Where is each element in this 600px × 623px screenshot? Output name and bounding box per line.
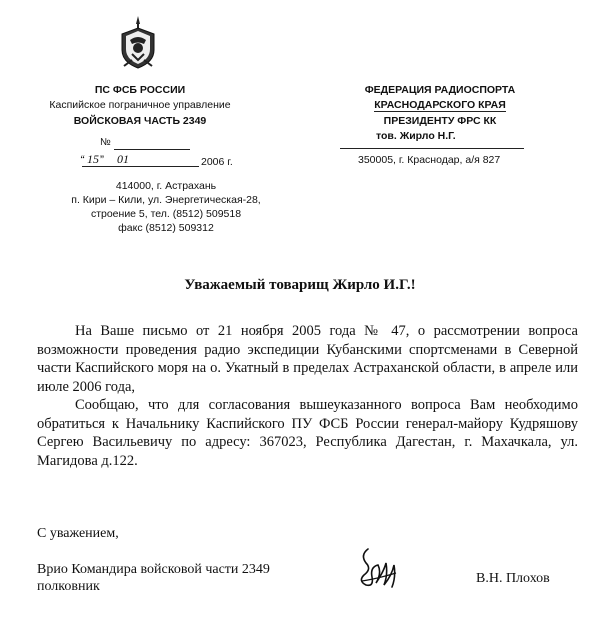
signatory-name: В.Н. Плохов [476, 571, 550, 586]
closing-regards: С уважением, [37, 526, 119, 541]
date-month: 01 [117, 152, 129, 166]
signatory-rank: полковник [37, 579, 100, 594]
sender-department: Каспийское пограничное управление [49, 99, 231, 111]
recipient-org: ФЕДЕРАЦИЯ РАДИОСПОРТА [364, 84, 516, 96]
sender-address-line: строение 5, тел. (8512) 509518 [90, 208, 242, 220]
date-underline [82, 166, 199, 167]
signature-icon [352, 545, 402, 593]
letter-date: “ 15 ” 01 2006 г. [80, 152, 233, 168]
signatory-position: Врио Командира войсковой части 2349 [37, 562, 270, 577]
date-year: 2006 г. [201, 156, 233, 168]
recipient-address: 350005, г. Краснодар, а/я 827 [358, 154, 501, 166]
recipient-name: тов. Жирло Н.Г. [376, 130, 456, 142]
sender-agency: ПС ФСБ РОССИИ [94, 84, 186, 96]
outgoing-number-field [100, 138, 190, 150]
salutation: Уважаемый товарищ Жирло И.Г.! [184, 277, 416, 293]
recipient-title: ПРЕЗИДЕНТУ ФРС КК [383, 115, 497, 127]
sender-unit: ВОЙСКОВАЯ ЧАСТЬ 2349 [73, 115, 207, 127]
sender-address [56, 179, 276, 235]
sender-address-line: 414000, г. Астрахань [115, 180, 217, 192]
body-paragraph: Сообщаю, что для согласования вышеуказанного вопроса Вам необходимо обратиться к Начальнику Каспийского ПУ ФСБ России генерал-майору Кудряшову Сергею Васильевичу по адресу: 367023, Республика Дагестан, г. Махачкала, ул. Магидова д.122. [37, 397, 578, 469]
sender-address-line: факс (8512) 509312 [118, 222, 214, 234]
sender-address-line: п. Кири – Кили, ул. Энергетическая-28, [71, 194, 261, 206]
letter-body [37, 322, 578, 470]
number-underline [114, 149, 190, 150]
body-paragraph: На Ваше письмо от 21 ноября 2005 года № 47, о рассмотрении вопроса возможности проведения радио экспедиции Кубанскими спортсменами в Северной части Каспийского моря на о. Укатный в пределах Астраханской области, в апреле или июле 2006 года, [37, 323, 578, 395]
recipient-region-text: КРАСНОДАРСКОГО КРАЯ [374, 99, 506, 111]
date-day: 15 [87, 152, 99, 166]
fsb-emblem-icon [116, 14, 160, 72]
number-label: № [100, 137, 111, 148]
recipient-region [355, 98, 525, 112]
recipient-divider [340, 148, 524, 149]
